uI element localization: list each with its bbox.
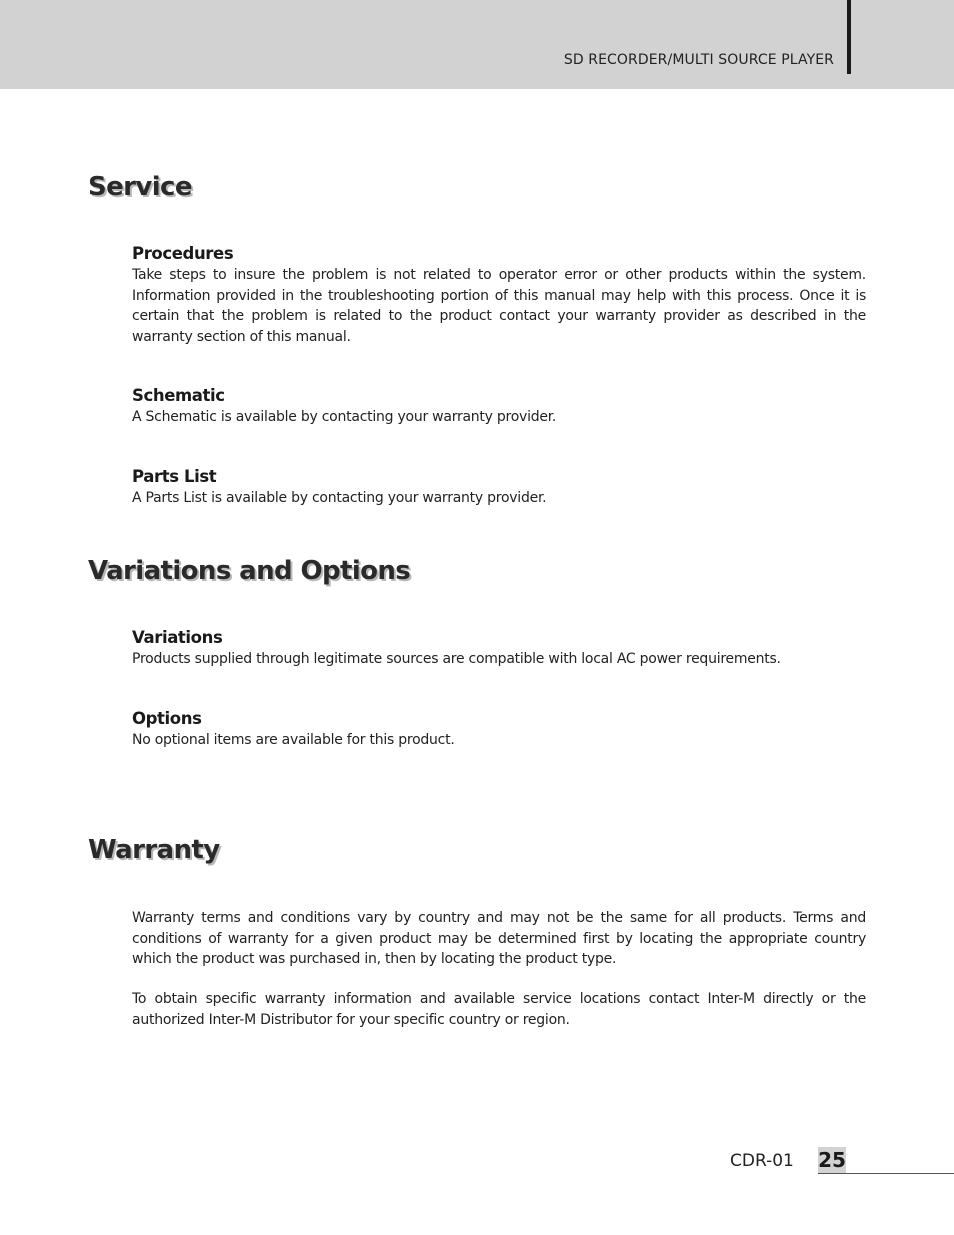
warranty-paragraph-2-block — [132, 989, 866, 1030]
options-heading: Options — [132, 709, 202, 728]
options-text: No optional items are available for this product. — [132, 732, 455, 748]
footer-rule — [818, 1173, 954, 1174]
parts-list-heading: Parts List — [132, 467, 217, 486]
variations-heading: Variations — [132, 628, 223, 647]
warranty-paragraph-1-block — [132, 908, 866, 970]
header-band — [0, 0, 954, 89]
section-title-warranty: Warranty — [88, 835, 220, 865]
section-title-variations-options: Variations and Options — [88, 556, 411, 586]
footer-model-number: CDR-01 — [730, 1151, 794, 1171]
schematic-block — [132, 385, 866, 428]
header-title: SD RECORDER/MULTI SOURCE PLAYER — [563, 52, 834, 68]
header-divider-bar — [847, 0, 851, 74]
schematic-heading: Schematic — [132, 386, 225, 405]
procedures-heading: Procedures — [132, 244, 234, 263]
warranty-paragraph-1: Warranty terms and conditions vary by country and may not be the same for all products. Terms and conditions of warranty for a given product may be determined first by locating the appropriate country which the product was purchased in, then by locating the product type. — [132, 910, 866, 967]
schematic-text: A Schematic is available by contacting your warranty provider. — [132, 409, 557, 425]
variations-block — [132, 627, 866, 670]
parts-list-block — [132, 466, 866, 509]
warranty-paragraph-2: To obtain specific warranty information and available service locations contact Inter-M directly or the authorized Inter-M Distributor for your specific country or region. — [132, 991, 866, 1028]
procedures-block — [132, 243, 866, 347]
options-block — [132, 708, 866, 751]
section-title-service: Service — [88, 172, 192, 202]
footer-page-number: 25 — [818, 1148, 846, 1172]
parts-list-text: A Parts List is available by contacting your warranty provider. — [132, 490, 547, 506]
procedures-text: Take steps to insure the problem is not related to operator error or other products within the system. Information provided in the troubleshooting portion of this manual may help with this process. Once it is certain that the problem is related to the product contact your warranty provider as described in the warranty section of this manual. — [132, 267, 866, 345]
variations-text: Products supplied through legitimate sources are compatible with local AC power requirements. — [132, 651, 781, 667]
